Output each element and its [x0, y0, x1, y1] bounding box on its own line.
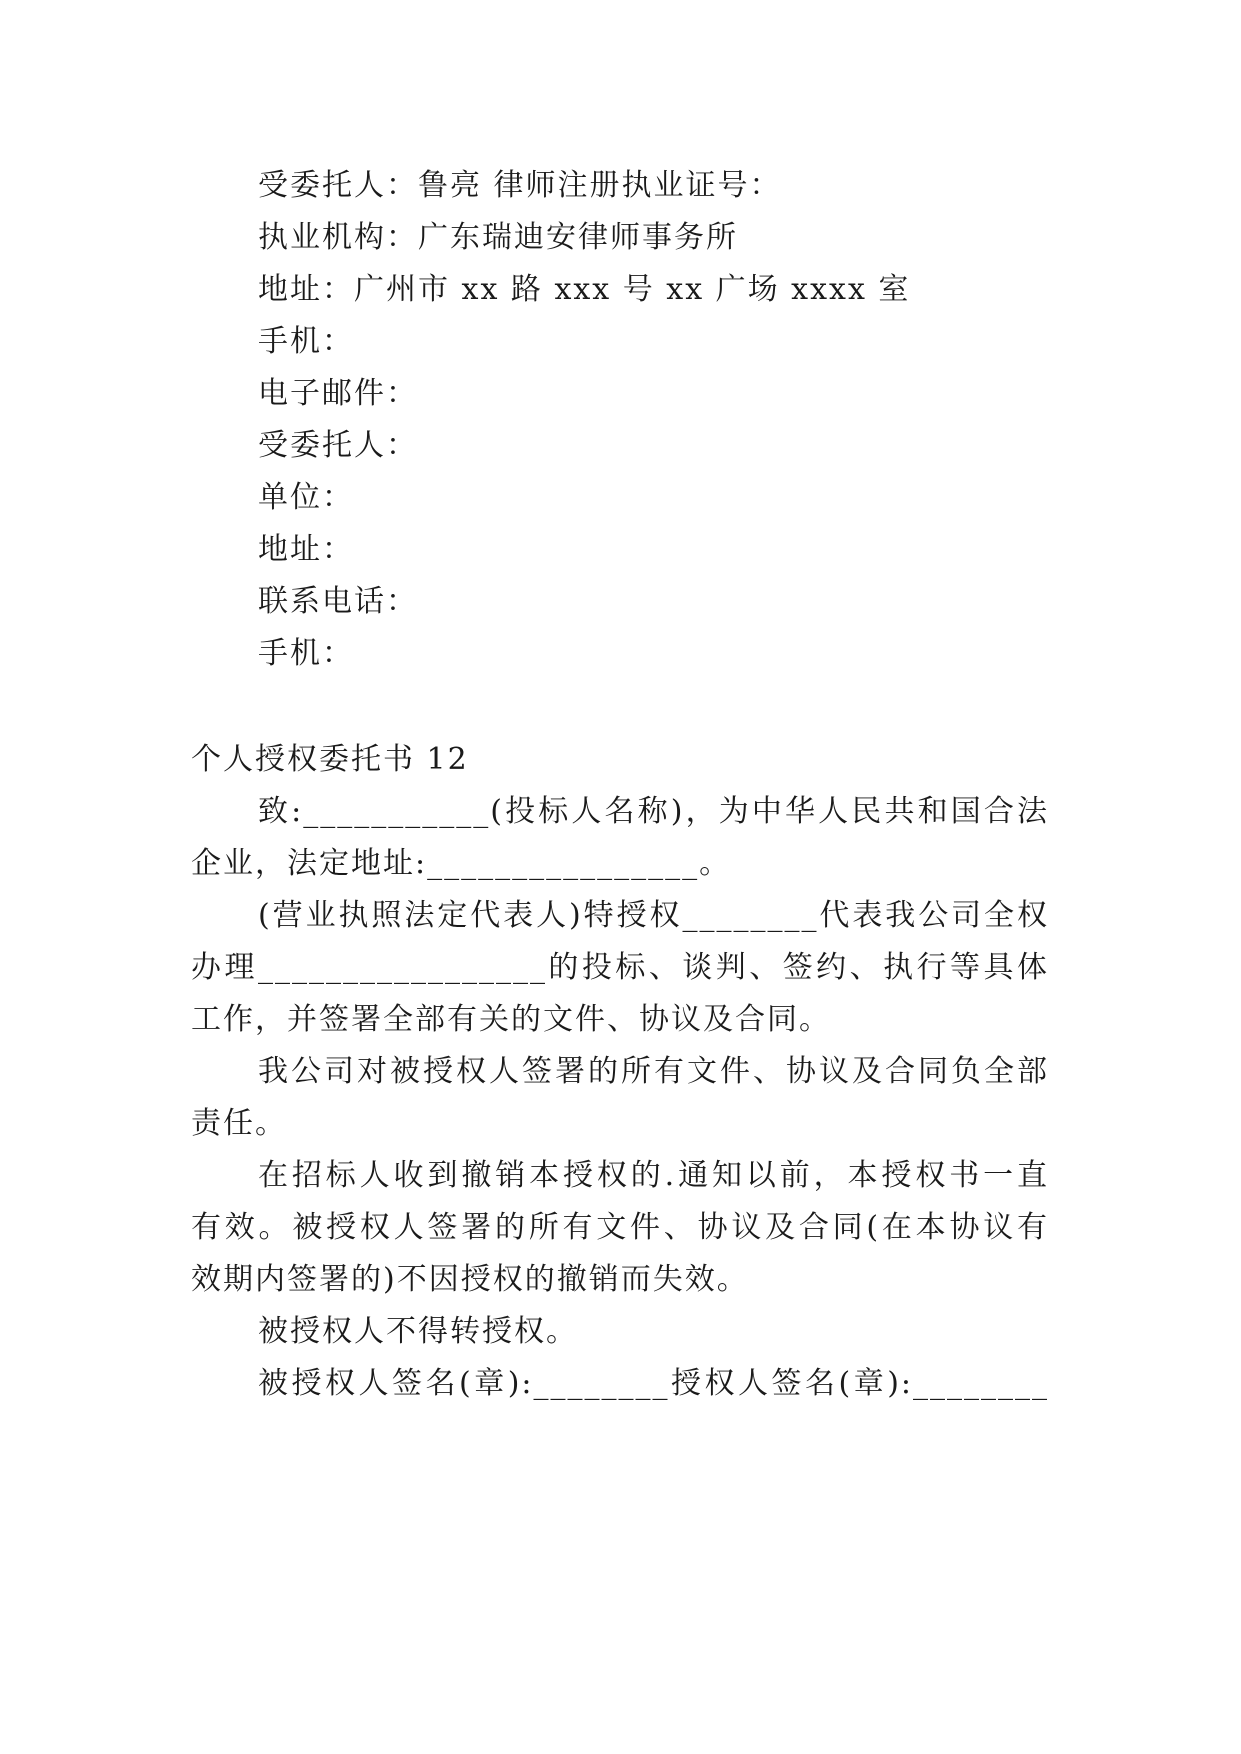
paragraph-line: (营业执照法定代表人)特授权________代表我公司全权 [258, 898, 1049, 933]
paragraph-line: 效期内签署的)不因授权的撤销而失效。 [191, 1262, 749, 1297]
signature-line: 被授权人签名(章):________授权人签名(章):________ [258, 1366, 1049, 1401]
mobile-line: 手机： [258, 324, 354, 359]
mobile-line-2: 手机： [258, 636, 354, 671]
paragraph-line: 责任。 [191, 1106, 287, 1141]
address-line-2: 地址： [258, 532, 354, 567]
paragraph-line: 有效。被授权人签署的所有文件、协议及合同(在本协议有 [191, 1210, 1049, 1245]
paragraph-line: 企业，法定地址:________________。 [191, 846, 732, 881]
paragraph-line: 被授权人不得转授权。 [258, 1314, 578, 1349]
paragraph-line: 办理_________________的投标、谈判、签约、执行等具体 [191, 950, 1049, 985]
paragraph-line: 我公司对被授权人签署的所有文件、协议及合同负全部 [258, 1054, 1049, 1089]
email-line: 电子邮件： [258, 376, 418, 411]
address-line: 地址：广州市 xx 路 xxx 号 xx 广场 xxxx 室 [258, 272, 911, 307]
phone-line: 联系电话： [258, 584, 418, 619]
section-title: 个人授权委托书 12 [191, 742, 469, 777]
paragraph-line: 在招标人收到撤销本授权的.通知以前，本授权书一直 [258, 1158, 1049, 1193]
unit-line: 单位： [258, 480, 354, 515]
firm-line: 执业机构：广东瑞迪安律师事务所 [258, 220, 738, 255]
trustee-line-2: 受委托人： [258, 428, 418, 463]
trustee-line: 受委托人：鲁亮 律师注册执业证号： [258, 168, 782, 203]
paragraph-line: 工作，并签署全部有关的文件、协议及合同。 [191, 1002, 831, 1037]
paragraph-line: 致:___________(投标人名称)，为中华人民共和国合法 [258, 794, 1049, 829]
